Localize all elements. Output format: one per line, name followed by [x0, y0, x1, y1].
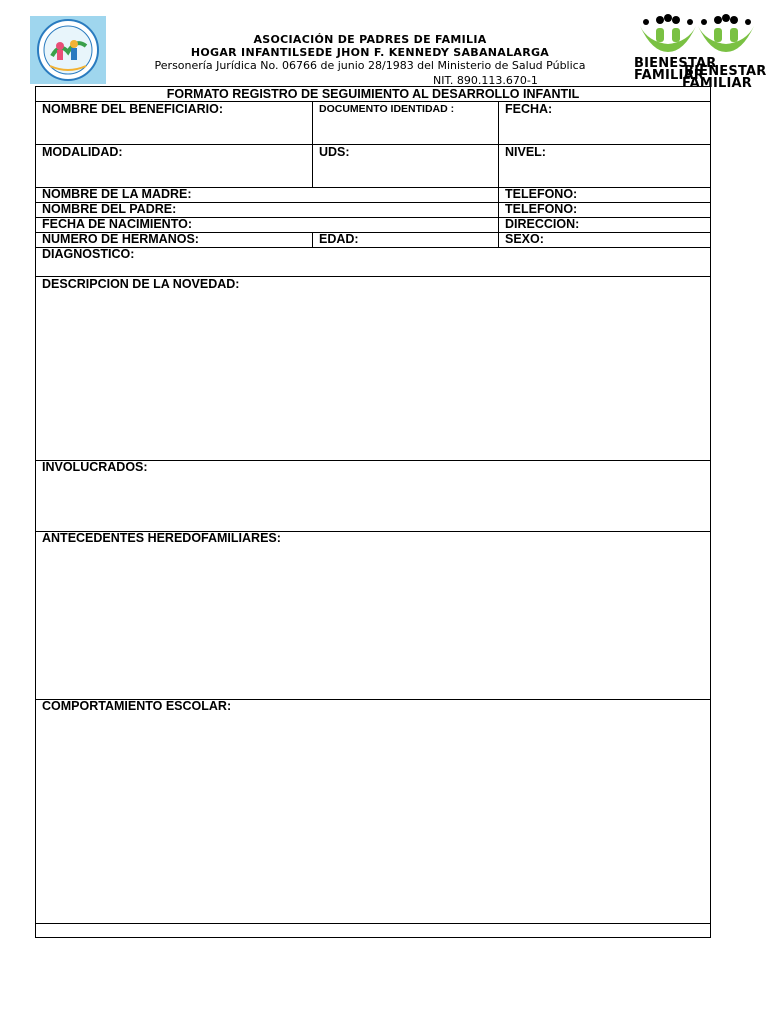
familiar-word: FAMILIAR [634, 68, 705, 83]
familiar-word-duplicate: FAMILIAR [682, 76, 753, 91]
birth-date-field[interactable]: FECHA DE NACIMIENTO: [42, 217, 192, 231]
institution-info [120, 33, 620, 72]
id-document-field[interactable]: DOCUMENTO IDENTIDAD : [319, 103, 455, 115]
beneficiary-name-field[interactable]: NOMBRE DEL BENEFICIARIO: [42, 102, 224, 116]
level-field[interactable]: NIVEL: [505, 145, 546, 159]
document-header [0, 0, 768, 91]
nit-number: NIT. 890.113.670-1 [433, 74, 538, 87]
father-name-field[interactable]: NOMBRE DEL PADRE: [42, 202, 177, 216]
bienestar-word: BIENESTAR [634, 56, 717, 71]
incident-description-field[interactable]: DESCRIPCION DE LA NOVEDAD: [42, 277, 240, 291]
legal-registration: Personería Jurídica No. 06766 de junio 28/1983 del Ministerio de Salud Pública [154, 59, 586, 72]
association-seal-icon [30, 16, 106, 84]
row-divider [36, 923, 710, 924]
siblings-count-field[interactable]: NUMERO DE HERMANOS: [42, 232, 199, 246]
sex-field[interactable]: SEXO: [505, 232, 544, 246]
address-field[interactable]: DIRECCION: [505, 217, 580, 231]
bienestar-word-duplicate: BIENESTAR [684, 64, 767, 79]
association-name: ASOCIACIÓN DE PADRES DE FAMILIA [253, 33, 487, 46]
family-history-field[interactable]: ANTECEDENTES HEREDOFAMILIARES: [42, 531, 281, 545]
form-title: FORMATO REGISTRO DE SEGUIMIENTO AL DESARROLLO INFANTIL [166, 87, 580, 101]
school-behavior-field[interactable]: COMPORTAMIENTO ESCOLAR: [42, 699, 232, 713]
father-phone-field[interactable]: TELEFONO: [505, 202, 578, 216]
uds-field[interactable]: UDS: [319, 145, 350, 159]
development-tracking-form [35, 86, 711, 938]
bienestar-familiar-logo [632, 12, 768, 90]
involved-parties-field[interactable]: INVOLUCRADOS: [42, 460, 148, 474]
mother-phone-field[interactable]: TELEFONO: [505, 187, 578, 201]
row-divider [36, 144, 710, 145]
date-field[interactable]: FECHA: [505, 102, 553, 116]
institution-name: HOGAR INFANTILSEDE JHON F. KENNEDY SABANALARGA [190, 46, 550, 59]
modality-field[interactable]: MODALIDAD: [42, 145, 123, 159]
mother-name-field[interactable]: NOMBRE DE LA MADRE: [42, 187, 192, 201]
age-field[interactable]: EDAD: [319, 232, 359, 246]
diagnosis-field[interactable]: DIAGNOSTICO: [42, 247, 135, 261]
